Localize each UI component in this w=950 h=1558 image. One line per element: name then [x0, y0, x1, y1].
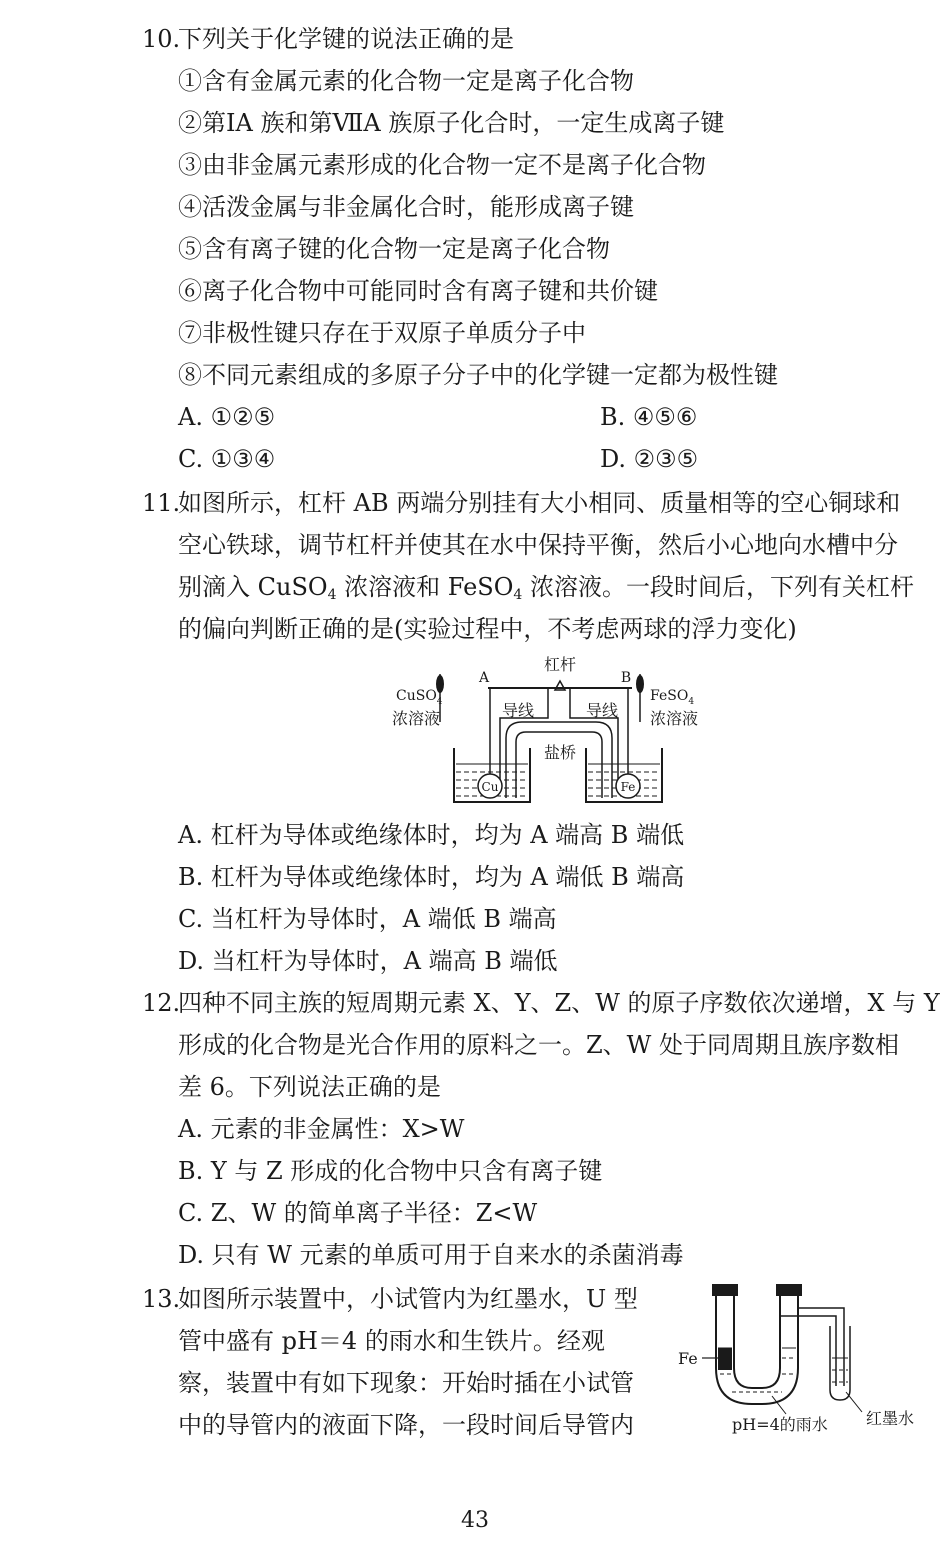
dropper-left-icon — [436, 675, 444, 693]
q11-option-a: A. 杠杆为导体或绝缘体时，均为 A 端高 B 端低 — [178, 821, 685, 849]
q11-stem-line: 的偏向判断正确的是(实验过程中，不考虑两球的浮力变化) — [178, 615, 797, 643]
subscript: 4 — [327, 587, 337, 603]
cu-label: Cu — [481, 780, 499, 794]
q10-option-d: D. ②③⑤ — [600, 445, 699, 473]
q10-item: ⑥离子化合物中可能同时含有离子键和共价键 — [178, 277, 658, 305]
q10-number: 10. — [142, 25, 181, 53]
salt-bridge-label: 盐桥 — [543, 743, 577, 762]
connecting-tube — [798, 1308, 844, 1386]
subscript: 4 — [513, 587, 523, 603]
q13-stem-line: 如图所示装置中，小试管内为红墨水，U 型 — [178, 1285, 638, 1313]
fe-label: Fe — [620, 780, 636, 794]
q12-number: 12. — [142, 989, 181, 1017]
q10-item: ③由非金属元素形成的化合物一定不是离子化合物 — [178, 151, 706, 179]
q11-stem-line — [178, 572, 914, 610]
stopper-right-icon — [776, 1284, 802, 1296]
dropper-right-icon — [636, 675, 644, 693]
q13-stem-line: 中的导管内的液面下降，一段时间后导管内 — [178, 1411, 634, 1439]
wire-left-label: 导线 — [501, 701, 535, 720]
q12-stem-line: 差 6。下列说法正确的是 — [178, 1073, 441, 1101]
rain-label: pH=4的雨水 — [732, 1415, 828, 1434]
q13-stem-line: 察，装置中有如下现象：开始时插在小试管 — [178, 1369, 634, 1397]
fe-piece-label: Fe — [678, 1349, 698, 1368]
q11-figure — [380, 652, 720, 812]
q10-item: ⑧不同元素组成的多原子分子中的化学键一定都为极性键 — [178, 361, 778, 389]
q10-item: ④活泼金属与非金属化合时，能形成离子键 — [178, 193, 634, 221]
page-number: 43 — [461, 1508, 489, 1533]
left-reagent-label: 浓溶液 — [392, 709, 441, 728]
q13-stem-line: 管中盛有 pH＝4 的雨水和生铁片。经观 — [178, 1327, 605, 1355]
cuso4-label: CuSO$_4$ — [396, 688, 443, 707]
q12-option-a: A. 元素的非金属性：X>W — [178, 1115, 465, 1143]
q11-option-c: C. 当杠杆为导体时，A 端低 B 端高 — [178, 905, 557, 933]
q12-stem-line: 形成的化合物是光合作用的原料之一。Z、W 处于同周期且族序数相 — [178, 1031, 899, 1059]
q11-stem-line: 空心铁球，调节杠杆并使其在水中保持平衡，然后小心地向水槽中分 — [178, 531, 898, 559]
q12-option-b: B. Y 与 Z 形成的化合物中只含有离子键 — [178, 1157, 603, 1185]
q11-stem-part: 浓溶液和 FeSO — [336, 573, 514, 601]
q10-item: ②第ⅠA 族和第ⅦA 族原子化合时，一定生成离子键 — [178, 109, 725, 137]
q11-option-b: B. 杠杆为导体或绝缘体时，均为 A 端低 B 端高 — [178, 863, 685, 891]
lever-label: 杠杆 — [543, 655, 577, 674]
right-reagent-label: 浓溶液 — [650, 709, 699, 728]
stopper-left-icon — [712, 1284, 738, 1296]
q11-stem-line: 如图所示，杠杆 AB 两端分别挂有大小相同、质量相等的空心铜球和 — [178, 489, 901, 517]
q12-option-d: D. 只有 W 元素的单质可用于自来水的杀菌消毒 — [178, 1241, 684, 1269]
q10-item: ⑤含有离子键的化合物一定是离子化合物 — [178, 235, 610, 263]
q10-option-c: C. ①③④ — [178, 445, 276, 473]
q10-stem: 下列关于化学键的说法正确的是 — [178, 25, 514, 53]
q10-item: ⑦非极性键只存在于双原子单质分子中 — [178, 319, 586, 347]
feso4-label: FeSO$_4$ — [650, 688, 695, 707]
q11-option-d: D. 当杠杆为导体时，A 端高 B 端低 — [178, 947, 558, 975]
q11-number: 11. — [142, 489, 181, 517]
iron-piece — [718, 1348, 732, 1370]
red-ink-label: 红墨水 — [866, 1409, 915, 1428]
q12-option-c: C. Z、W 的简单离子半径：Z<W — [178, 1199, 538, 1227]
q12-stem-line: 四种不同主族的短周期元素 X、Y、Z、W 的原子序数依次递增，X 与 Y — [178, 989, 940, 1017]
q11-stem-part: 浓溶液。一段时间后，下列有关杠杆 — [522, 573, 914, 601]
q10-item: ①含有金属元素的化合物一定是离子化合物 — [178, 67, 634, 95]
q10-option-b: B. ④⑤⑥ — [600, 403, 698, 431]
wire-right-label: 导线 — [585, 701, 619, 720]
q11-stem-part: 别滴入 CuSO — [178, 573, 328, 601]
end-b-label: B — [620, 670, 632, 686]
end-a-label: A — [478, 670, 490, 686]
q10-option-a: A. ①②⑤ — [178, 403, 276, 431]
q13-number: 13. — [142, 1285, 181, 1313]
q13-figure — [676, 1278, 936, 1438]
small-test-tube — [830, 1326, 850, 1400]
